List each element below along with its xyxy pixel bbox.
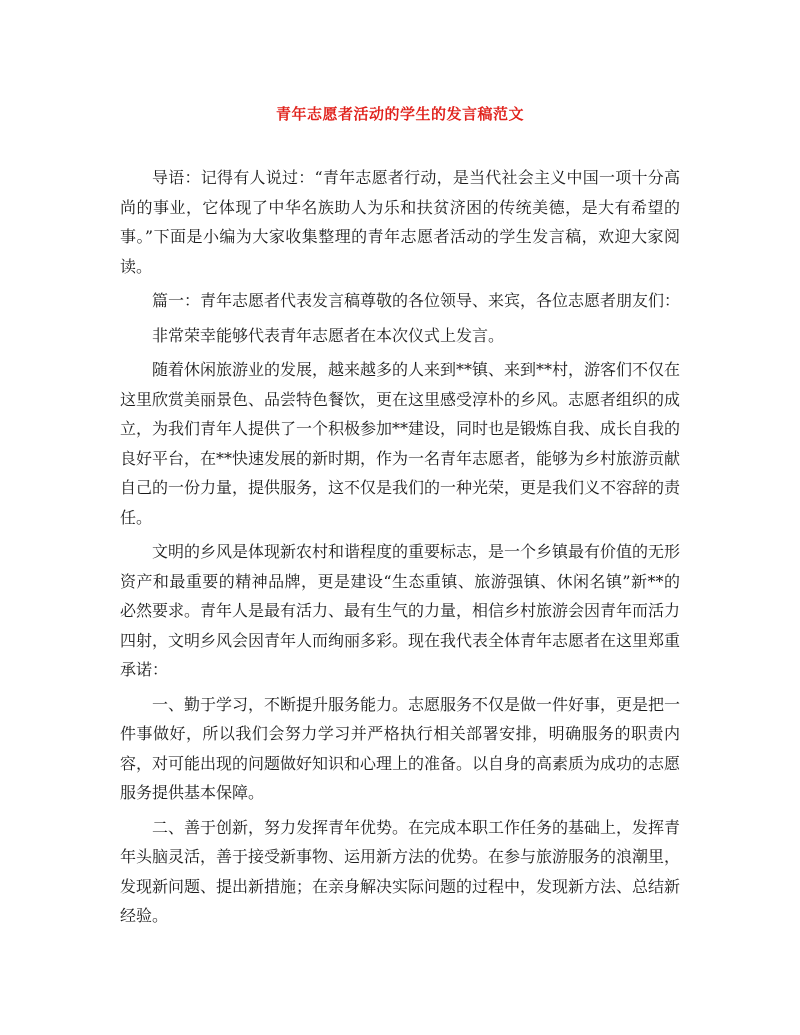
paragraph-section-one-heading: 篇一：青年志愿者代表发言稿尊敬的各位领导、来宾，各位志愿者朋友们： (152, 291, 681, 310)
paragraph-civilized-customs: 文明的乡风是体现新农村和谐程度的重要标志，是一个乡镇最有价值的无形资产和最重要的精神品牌，更是建设“生态重镇、旅游强镇、休闲名镇”新**的必然要求。青年人是最有活力、最有生气的力量，相信乡村旅游会因青年而活力四射，文明乡风会因青年人而绚丽多彩。现在我代表全体青年志愿者在这里郑重承诺： (120, 542, 681, 679)
paragraph-pledge-two: 二、善于创新，努力发挥青年优势。在完成本职工作任务的基础上，发挥青年头脑灵活，善于接受新事物、运用新方法的优势。在参与旅游服务的浪潮里，发现新问题、提出新措施；在亲身解决实际问题的过程中，发现新方法、总结新经验。 (120, 817, 681, 925)
paragraph-pledge-one: 一、勤于学习，不断提升服务能力。志愿服务不仅是做一件好事，更是把一件事做好，所以我们会努力学习并严格执行相关部署安排，明确服务的职责内容，对可能出现的问题做好知识和心理上的准备。以自身的高素质为成功的志愿服务提供基本保障。 (120, 694, 681, 802)
paragraph-tourism-development: 随着休闲旅游业的发展，越来越多的人来到**镇、来到**村，游客们不仅在这里欣赏美丽景色、品尝特色餐饮，更在这里感受淳朴的乡风。志愿者组织的成立，为我们青年人提供了一个积极参加**建设，同时也是锻炼自我、成长自我的良好平台，在**快速发展的新时期，作为一名青年志愿者，能够为乡村旅游贡献自己的一份力量，提供服务，这不仅是我们的一种光荣，更是我们义不容辞的责任。 (120, 360, 681, 527)
paragraph-greeting: 非常荣幸能够代表青年志愿者在本次仪式上发言。 (152, 325, 505, 345)
document-page (120, 0, 680, 1035)
document-body (120, 163, 680, 936)
document-title: 青年志愿者活动的学生的发言稿范文 (275, 105, 524, 123)
paragraph-intro: 导语：记得有人说过：“青年志愿者行动，是当代社会主义中国一项十分高尚的事业，它体现了中华名族助人为乐和扶贫济困的传统美德，是大有希望的事。”下面是小编为大家收集整理的青年志愿者活动的学生发言稿，欢迎大家阅读。 (120, 168, 680, 276)
